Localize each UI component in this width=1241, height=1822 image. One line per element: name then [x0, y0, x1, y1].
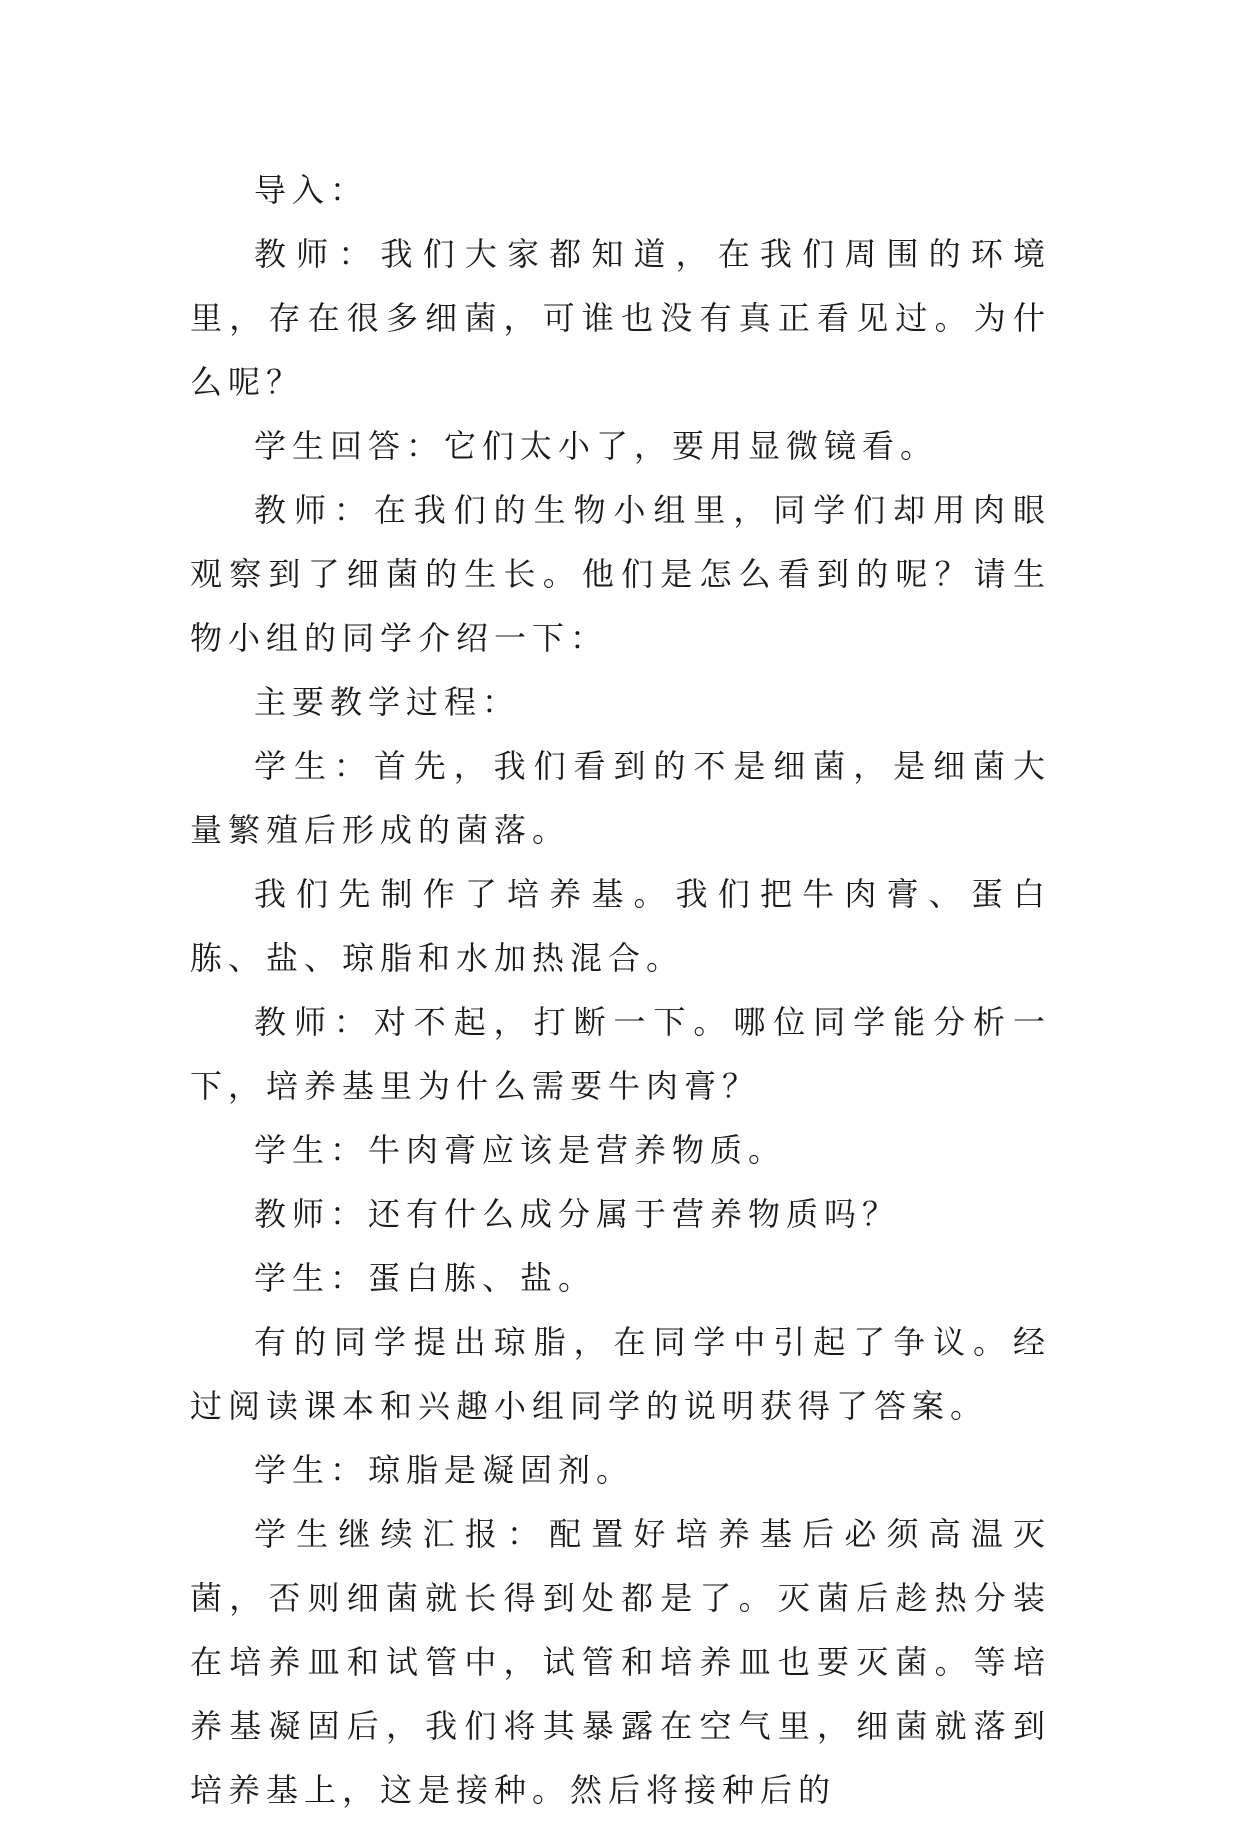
- document-body: [190, 158, 1051, 1822]
- paragraph-student-peptone-salt: 学生：蛋白胨、盐。: [254, 1259, 597, 1297]
- paragraph-agar-debate: 有的同学提出琼脂，在同学中引起了争议。经过阅读课本和兴趣小组同学的说明获得了答案。: [190, 1323, 1051, 1425]
- paragraph-medium-preparation: 我们先制作了培养基。我们把牛肉膏、蛋白胨、盐、琼脂和水加热混合。: [190, 875, 1051, 977]
- paragraph-student-agar: 学生：琼脂是凝固剂。: [254, 1451, 635, 1489]
- paragraph-main-process-heading: 主要教学过程：: [254, 683, 521, 721]
- paragraph-teacher-prompt: 教师：在我们的生物小组里，同学们却用肉眼观察到了细菌的生长。他们是怎么看到的呢？请生物小组的同学介绍一下：: [190, 491, 1051, 657]
- paragraph-teacher-followup: 教师：还有什么成分属于营养物质吗？: [254, 1195, 901, 1233]
- paragraph-teacher-interrupt: 教师：对不起，打断一下。哪位同学能分析一下，培养基里为什么需要牛肉膏？: [190, 1003, 1051, 1105]
- paragraph-student-report: 学生继续汇报：配置好培养基后必须高温灭菌，否则细菌就长得到处都是了。灭菌后趁热分装在培养皿和试管中，试管和培养皿也要灭菌。等培养基凝固后，我们将其暴露在空气里，细菌就落到培养基上，这是接种。然后将接种后的: [190, 1515, 1051, 1809]
- paragraph-teacher-question: 教师：我们大家都知道，在我们周围的环境里，存在很多细菌，可谁也没有真正看见过。为什么呢？: [190, 235, 1051, 401]
- paragraph-student-nutrient: 学生：牛肉膏应该是营养物质。: [254, 1131, 787, 1169]
- paragraph-student-answer: 学生回答：它们太小了，要用显微镜看。: [254, 427, 939, 465]
- paragraph-intro-heading: 导入：: [254, 171, 369, 209]
- paragraph-student-colony: 学生：首先，我们看到的不是细菌，是细菌大量繁殖后形成的菌落。: [190, 747, 1051, 849]
